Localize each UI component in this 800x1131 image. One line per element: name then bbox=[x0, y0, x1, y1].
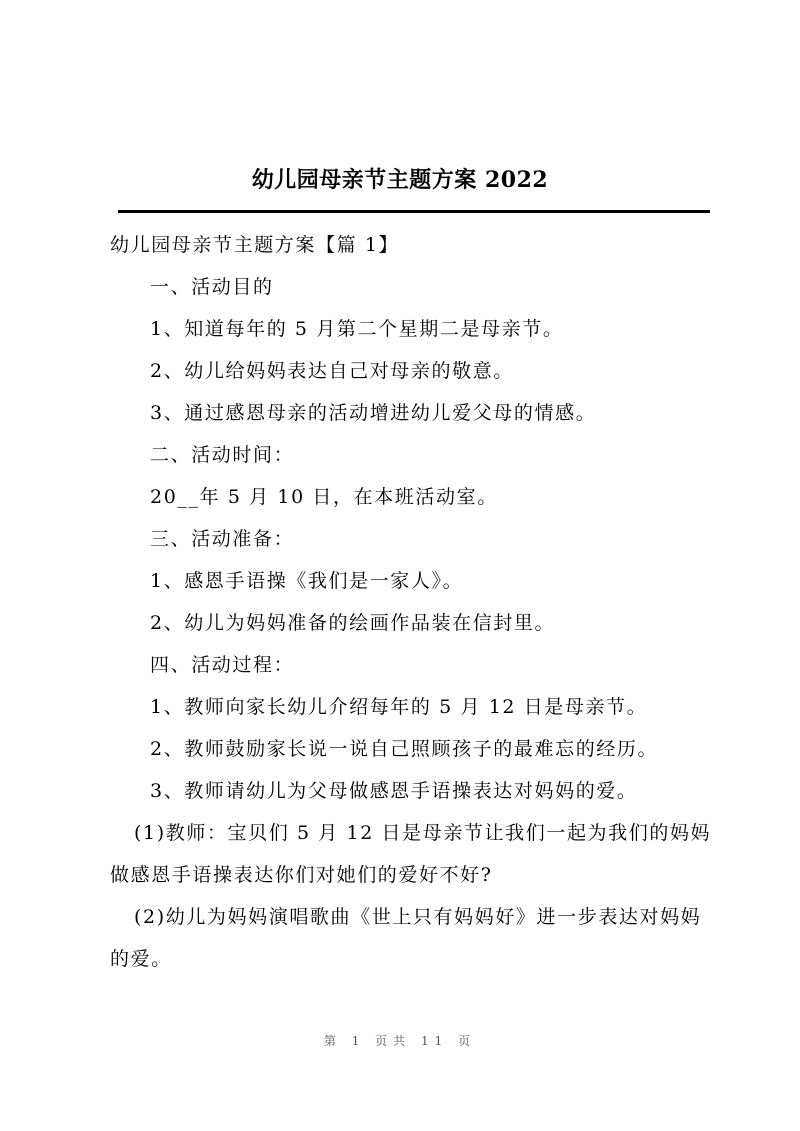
body-paragraph: (2)幼儿为妈妈演唱歌曲《世上只有妈妈好》进一步表达对妈妈的爱。 bbox=[110, 906, 702, 970]
body-line: 1、感恩手语操《我们是一家人》。 bbox=[150, 570, 464, 592]
body-line: 二、活动时间： bbox=[150, 444, 295, 466]
body-line: 一、活动目的 bbox=[150, 276, 274, 298]
body-line: 1、教师向家长幼儿介绍每年的 5 月 12 日是母亲节。 bbox=[150, 696, 648, 718]
body-line: 四、活动过程： bbox=[150, 654, 295, 676]
body-line: 20__年 5 月 10 日，在本班活动室。 bbox=[150, 486, 498, 508]
body-line: 2、教师鼓励家长说一说自己照顾孩子的最难忘的经历。 bbox=[150, 738, 659, 760]
body-line: 2、幼儿为妈妈准备的绘画作品装在信封里。 bbox=[150, 612, 556, 634]
page-footer: 第 1 页共 11 页 bbox=[323, 1034, 477, 1048]
title-divider bbox=[118, 210, 710, 213]
document-body bbox=[110, 224, 712, 980]
section-heading: 幼儿园母亲节主题方案【篇 1】 bbox=[110, 234, 400, 256]
document-title: 幼儿园母亲节主题方案 2022 bbox=[251, 167, 549, 193]
body-line: 三、活动准备： bbox=[150, 528, 295, 550]
body-paragraph: (1)教师：宝贝们 5 月 12 日是母亲节让我们一起为我们的妈妈做感恩手语操表达你们对她们的爱好不好? bbox=[110, 822, 712, 886]
body-line: 3、教师请幼儿为父母做感恩手语操表达对妈妈的爱。 bbox=[150, 780, 638, 802]
body-line: 3、通过感恩母亲的活动增进幼儿爱父母的情感。 bbox=[150, 402, 597, 424]
body-line: 1、知道每年的 5 月第二个星期二是母亲节。 bbox=[150, 318, 564, 340]
body-line: 2、幼儿给妈妈表达自己对母亲的敬意。 bbox=[150, 360, 514, 382]
